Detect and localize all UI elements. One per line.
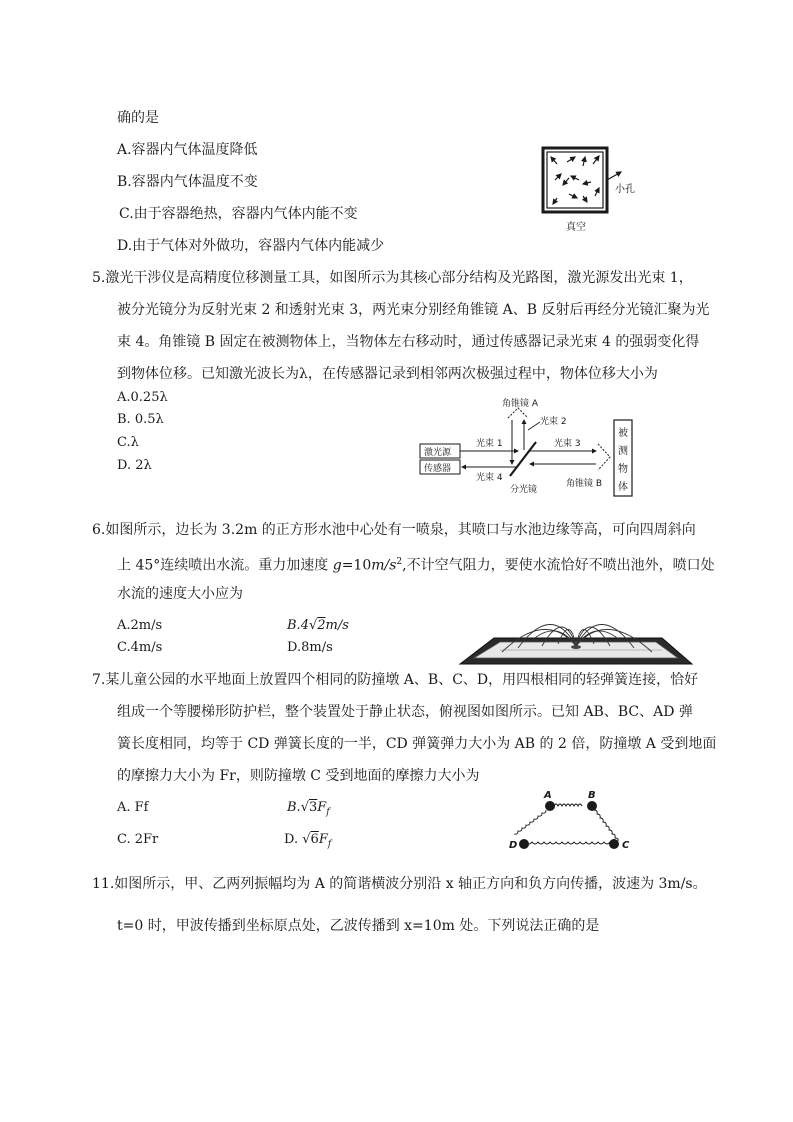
q4-option-d: D.由于气体对外做功，容器内气体内能减少	[117, 238, 385, 254]
q6-option-b-sqrt: √	[308, 618, 318, 633]
q7-spring-ad	[514, 810, 546, 834]
q6-g-unit: m/s	[371, 557, 397, 574]
q7-label-d: D	[509, 840, 518, 851]
q7-option-d-sub: f	[327, 839, 332, 850]
q5-laser-label: 激光源	[424, 448, 452, 458]
q5-sensor-label: 传感器	[424, 464, 452, 474]
q5-object-char-4: 体	[618, 482, 628, 493]
q7-option-d-sqrt: √	[302, 832, 311, 847]
q7-block-a	[545, 801, 555, 811]
q6-g-eq: =10	[341, 557, 372, 574]
q4-option-a: A.容器内气体温度降低	[117, 142, 258, 158]
q6-line-2-a: 上 45°连续喷出水流。重力加速度	[117, 557, 333, 574]
q7-option-b-sqrt: √	[300, 800, 309, 815]
q7-line-2: 组成一个等腰梯形防护栏，整个装置处于静止状态，俯视图如图所示。已知 AB、BC、AD 弹	[117, 704, 693, 720]
q5-option-a: A.0.25λ	[117, 390, 168, 405]
q7-option-d	[284, 830, 331, 855]
q7-block-b	[587, 801, 597, 811]
q5-beam-2-pointer	[528, 422, 540, 430]
q4-option-b: B.容器内气体温度不变	[117, 174, 258, 190]
q4-vacuum-label: 真空	[566, 222, 586, 233]
q6-g-sup: 2	[396, 557, 403, 567]
q7-block-c	[609, 839, 619, 849]
q7-spring-bc	[594, 810, 618, 841]
q6-line-2	[117, 552, 715, 576]
q7-option-b-prefix: B.	[287, 800, 301, 815]
q7-option-c: C. 2Fr	[117, 832, 159, 847]
q6-option-a: A.2m/s	[117, 618, 163, 633]
q6-fountain-figure	[456, 596, 696, 668]
q6-nozzle	[571, 645, 581, 649]
q5-splitter	[510, 442, 536, 476]
q6-g-symbol: g	[332, 557, 342, 574]
q4-hole-label: 小孔	[615, 184, 635, 195]
q7-option-d-prefix: D.	[284, 832, 303, 847]
q11-line-1: 11.如图所示，甲、乙两列振幅均为 A 的简谐横波分别沿 x 轴正方向和负方向传播，波速为 3m/s。	[92, 876, 707, 892]
q6-option-b-unit: m/s	[325, 618, 349, 633]
q4-container-figure	[535, 140, 655, 240]
q7-label-b: B	[588, 790, 596, 801]
q7-line-1: 7.某儿童公园的水平地面上放置四个相同的防撞墩 A、B、C、D，用四根相同的轻弹簧连接，恰好	[92, 672, 699, 688]
q7-option-b-root: 3	[308, 800, 318, 815]
q7-option-b	[287, 798, 330, 823]
q5-object-char-3: 物	[618, 464, 628, 475]
q6-option-b-coef: 4	[300, 618, 309, 633]
q5-line-2: 被分光镜分为反射光束 2 和透射光束 3，两光束分别经角锥镜 A、B 反射后再经分光镜汇聚为光	[117, 302, 710, 318]
q5-beam-2-label: 光束 2	[540, 417, 567, 427]
q7-label-c: C	[622, 840, 630, 851]
q4-hole-arrow	[607, 172, 621, 180]
q6-option-c: C.4m/s	[117, 640, 163, 655]
q5-beam-3-label: 光束 3	[554, 439, 581, 449]
q7-option-d-root: 6	[310, 832, 319, 847]
q11-line-2: t=0 时，甲波传播到坐标原点处，乙波传播到 x=10m 处。下列说法正确的是	[117, 918, 600, 934]
q5-splitter-label: 分光镜	[510, 485, 538, 495]
q5-line-3: 束 4。角锥镜 B 固定在被测物体上，当物体左右移动时，通过传感器记录光束 4 的强弱变化得	[117, 334, 700, 350]
q7-spring-cd	[526, 842, 610, 844]
q6-option-b	[287, 616, 349, 636]
q7-option-d-f: F	[318, 832, 328, 847]
q7-line-3: 簧长度相同，均等于 CD 弹簧长度的一半，CD 弹簧弹力大小为 AB 的 2 倍，防撞墩 A 受到地面	[117, 736, 717, 752]
q5-corner-a	[508, 408, 528, 418]
q6-option-d: D.8m/s	[287, 640, 333, 655]
q7-option-b-sub: f	[326, 807, 330, 818]
q5-line-4: 到物体位移。已知激光波长为λ，在传感器记录到相邻两次极强过程中，物体位移大小为	[117, 366, 658, 382]
q5-corner-b	[598, 444, 610, 470]
q6-line-2-b: ,不计空气阻力，要使水流恰好不喷出池外，喷口处	[402, 557, 715, 574]
q5-beam-4-label: 光束 4	[476, 473, 503, 483]
q5-option-b: B. 0.5λ	[117, 412, 164, 427]
q7-option-a: A. Ff	[117, 800, 149, 815]
q5-interferometer-figure	[418, 400, 638, 500]
q6-option-b-prefix: B.	[287, 618, 301, 633]
q7-block-d	[519, 839, 529, 849]
q5-line-1: 5.激光干涉仪是高精度位移测量工具，如图所示为其核心部分结构及光路图，激光源发出光束 1，	[92, 270, 693, 286]
q7-line-4: 的摩擦力大小为 Fr，则防撞墩 C 受到地面的摩擦力大小为	[117, 768, 480, 784]
q6-line-3: 水流的速度大小应为	[117, 586, 243, 602]
q5-object-char-1: 被	[618, 428, 628, 439]
q5-option-c: C.λ	[117, 435, 139, 450]
q5-corner-a-label: 角锥镜 A	[502, 399, 539, 409]
q6-option-b-root: 2	[317, 618, 326, 633]
q5-option-d: D. 2λ	[117, 458, 152, 473]
q4-stem-end: 确的是	[117, 110, 159, 126]
q5-beam-1-label: 光束 1	[476, 439, 503, 449]
q7-spring-ab	[554, 804, 582, 806]
q7-trapezoid-figure	[506, 790, 636, 852]
q4-option-c: C.由于容器绝热，容器内气体内能不变	[119, 206, 358, 222]
q7-label-a: A	[544, 790, 552, 801]
q5-corner-b-label: 角锥镜 B	[566, 479, 603, 489]
q7-option-b-f: F	[317, 800, 327, 815]
q6-line-1: 6.如图所示，边长为 3.2m 的正方形水池中心处有一喷泉，其喷口与水池边缘等高，可向四周斜向	[92, 522, 696, 538]
q5-object-char-2: 测	[618, 446, 628, 457]
